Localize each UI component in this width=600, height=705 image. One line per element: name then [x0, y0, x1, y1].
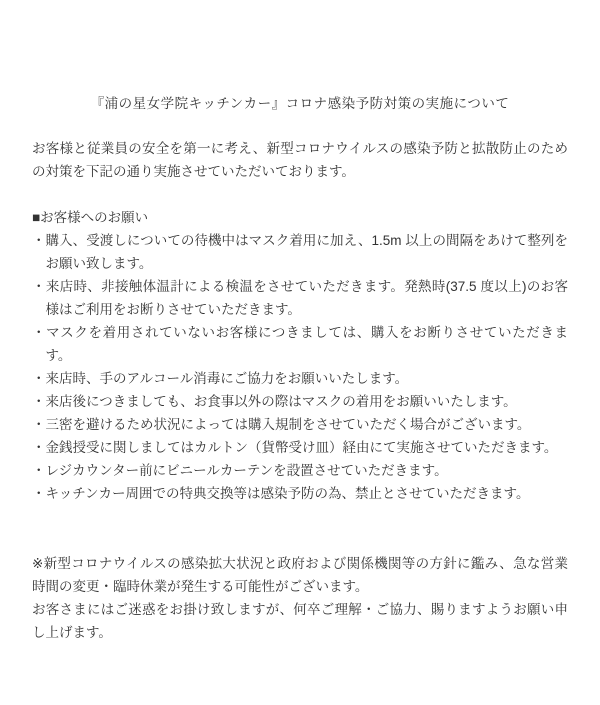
note-paragraph: ※新型コロナウイルスの感染拡大状況と政府および関係機関等の方針に鑑み、急な営業時間の変更・臨時休業が発生する可能性がございます。	[32, 556, 568, 594]
list-item: ・キッチンカー周囲での特典交換等は感染予防の為、禁止とさせていただきます。	[32, 486, 530, 501]
request-list	[32, 229, 568, 505]
list-item: ・購入、受渡しについての待機中はマスク着用に加え、1.5m 以上の間隔をあけて整列をお願い致します。	[32, 233, 568, 271]
list-item: ・来店時、非接触体温計による検温をさせていただきます。発熱時(37.5 度以上)のお客様はご利用をお断りさせていただきます。	[32, 279, 568, 317]
intro-paragraph: お客様と従業員の安全を第一に考え、新型コロナウイルスの感染予防と拡散防止のための対策を下記の通り実施させていただいております。	[32, 141, 568, 179]
list-item: ・金銭授受に関しましてはカルトン（貨幣受け皿）経由にて実施させていただきます。	[32, 440, 558, 455]
list-item: ・レジカウンター前にビニールカーテンを設置させていただきます。	[32, 463, 448, 478]
document-title: 『浦の星女学院キッチンカー』コロナ感染予防対策の実施について	[90, 96, 510, 111]
note-paragraph: お客さまにはご迷惑をお掛け致しますが、何卒ご理解・ご協力、賜りますようお願い申し上げます。	[32, 602, 568, 640]
list-item: ・マスクを着用されていないお客様につきましては、購入をお断りさせていただきます。	[32, 325, 568, 363]
footer-notes	[32, 552, 568, 644]
section-heading-customer-requests: ■お客様へのお願い	[32, 210, 149, 225]
list-item: ・来店後につきましても、お食事以外の際はマスクの着用をお願いいたします。	[32, 394, 517, 409]
list-item: ・来店時、手のアルコール消毒にご協力をお願いいたします。	[32, 371, 409, 386]
list-item: ・三密を避けるため状況によっては購入規制をさせていただく場合がございます。	[32, 417, 531, 432]
